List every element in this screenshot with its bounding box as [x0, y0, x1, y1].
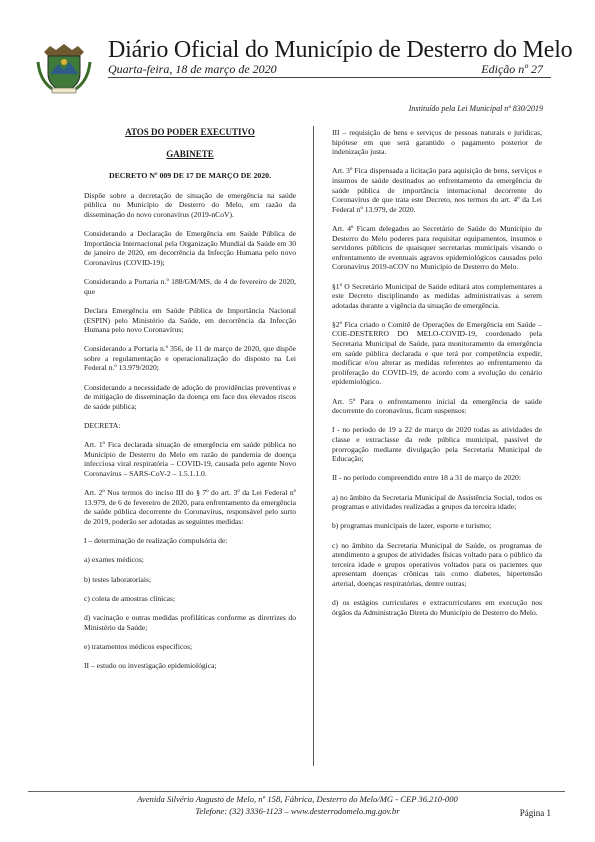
list-item: II - no período compreendido entre 18 a 31 de março de 2020: [332, 473, 521, 483]
list-item: II – estudo ou investigação epidemiológica; [84, 660, 217, 670]
list-item: e) tratamentos médicos específicos; [84, 641, 193, 651]
paragraph: §2º Fica criado o Comitê de Operações de Emergência em Saúde – COE-DESTERRO DO MELO-COVID-19, coordenado pela Secretaria Municipal de Saúde, para monitoramento da emergência em saúde pública declarada e que terá por competência expedir, modificar e/ou alterar as medidas referentes ao enfrentamento da proliferação do COVID-19, de acordo com a evolução do cenário epidemiológico. [332, 319, 542, 387]
list-item: c) no âmbito da Secretaria Municipal de Saúde, os programas de atendimento a grupos de atividades físicas voltado para o público da terceira idade e grupos operativos voltados para os pacientes que apresentam doenças crônicas tais como diabetes, hipertensão arterial, doenças respiratórias, dentre outras; [332, 540, 542, 588]
section-heading: ATOS DO PODER EXECUTIVO [125, 127, 255, 137]
institution-note: Instituído pela Lei Municipal nº 830/2019 [408, 104, 543, 113]
list-item: a) exames médicos; [84, 555, 144, 565]
right-column [332, 128, 542, 627]
list-item: d) vacinação e outras medidas profiláticas conforme as diretrizes do Ministério da Saúde; [84, 612, 296, 632]
subsection-heading: GABINETE [166, 148, 214, 159]
decreta-label: DECRETA: [84, 421, 121, 431]
left-column [84, 128, 296, 680]
list-item: I – determinação de realização compulsória de: [84, 536, 228, 546]
list-item: I - no período de 19 a 22 de março de 2020 todas as atividades de classe e extraclasse da rede pública municipal, passível de prorrogação mediante divulgação pela Secretaria Municipal de Educação; [332, 425, 542, 464]
paragraph: Considerando a Declaração de Emergência em Saúde Pública de Importância Internacional pela Organização Mundial da Saúde em 30 de janeiro de 2020, em decorrência da Infecção Humana pelo novo Coronavírus (COVID-19); [84, 229, 296, 267]
article: Art. 4º Ficam delegados ao Secretário de Saúde do Município de Desterro do Melo poderes para requisitar equipamentos, insumos e servidores públicos de quaisquer secretarias municipais visando o enfrentamento de eventuais agravos epidemiológicos causados pelo Coronavírus 2019-nCOV no Município de Desterro do Melo. [332, 223, 542, 272]
list-item: a) no âmbito da Secretaria Municipal de Assistência Social, todos os programas e atividades realizadas a grupos da terceira idade; [332, 492, 542, 512]
article: Art. 2º Nos termos do inciso III do § 7º do art. 3º da Lei Federal nº 13.979, de 6 de fevereiro de 2020, para enfrentamento da emergência de saúde pública decorrente do Coronavírus, responsável pelo surto de 2019, poderão ser adotadas as seguintes medidas: [84, 488, 296, 526]
list-item: b) testes laboratoriais; [84, 574, 152, 584]
header-rule [108, 77, 551, 78]
paragraph: Considerando a Portaria n.º 188/GM/MS, de 4 de fevereiro de 2020, que [84, 277, 296, 296]
paragraph: Considerando a necessidade de adoção de providências preventivas e de mitigação de disseminação da doença em face dos elevados riscos de saúde pública; [84, 382, 296, 411]
issue-date: Quarta-feira, 18 de março de 2020 [108, 62, 277, 76]
footer-rule [28, 791, 565, 792]
footer-address: Avenida Silvério Augusto de Melo, nº 158, Fábrica, Desterro do Melo/MG - CEP 36.210-000 [137, 794, 458, 804]
article: Art. 5º Para o enfrentamento inicial da emergência de saúde decorrente do coronavírus, ficam suspensos: [332, 396, 542, 416]
footer-contact: Telefone: (32) 3336-1123 – www.desterrodomelo.mg.gov.br [195, 806, 400, 816]
paragraph: Declara Emergência em Saúde Pública de Importância Nacional (ESPIN) pelo Ministério da Saúde, em decorrência da Infecção Humana pelo novo Coronavírus; [84, 305, 296, 335]
paragraph: Considerando a Portaria n.º 356, de 11 de março de 2020, que dispõe sobre a regulamentação e operacionalização do disposto na Lei Federal n.º 13.979/2020; [84, 344, 296, 373]
paragraph: §1º O Secretário Municipal de Saúde editará atos complementares a este Decreto disciplinando as medidas administrativas a serem adotadas durante a vigência da situação de emergência. [332, 281, 542, 310]
municipal-coat-of-arms [36, 42, 92, 94]
gazette-title: Diário Oficial do Município de Desterro do Melo [108, 37, 573, 63]
list-item: c) coleta de amostras clínicas; [84, 593, 176, 603]
article: Art. 3º Fica dispensada a licitação para aquisição de bens, serviços e insumos de saúde destinados ao enfrentamento da emergência de saúde pública de importância internacional decorrente do Coronavírus de que trata este Decreto, nos termos do art. 4º da Lei Federal nº 13.979, de 2020. [332, 166, 542, 214]
column-divider [313, 126, 314, 766]
edition-number: Edição nº 27 [481, 62, 543, 76]
list-item: d) os estágios curriculares e extracurriculares em execução nos órgãos da Administração Direta do Município de Desterro do Melo. [332, 598, 542, 617]
decree-number: DECRETO Nº 009 DE 17 DE MARÇO DE 2020. [108, 171, 272, 181]
decree-summary: Dispõe sobre a decretação de situação de emergência na saúde pública no Município de Desterro do Melo, em razão da disseminação do novo coronavírus (2019-nCoV). [84, 190, 296, 219]
article: Art. 1º Fica declarada situação de emergência em saúde pública no Município de Desterro do Melo em razão de pandemia de doença infecciosa viral respiratória – COVID-19, causada pelo agente Novo Coronavírus – SARS-CoV-2 – 1.5.1.1.0. [84, 440, 296, 478]
list-item: III – requisição de bens e serviços de pessoas naturais e jurídicas, hipótese em que será garantido o pagamento posterior de indenização justa. [332, 128, 542, 157]
list-item: b) programas municipais de lazer, esporte e turismo; [332, 521, 492, 531]
page-number: Página 1 [519, 808, 551, 818]
